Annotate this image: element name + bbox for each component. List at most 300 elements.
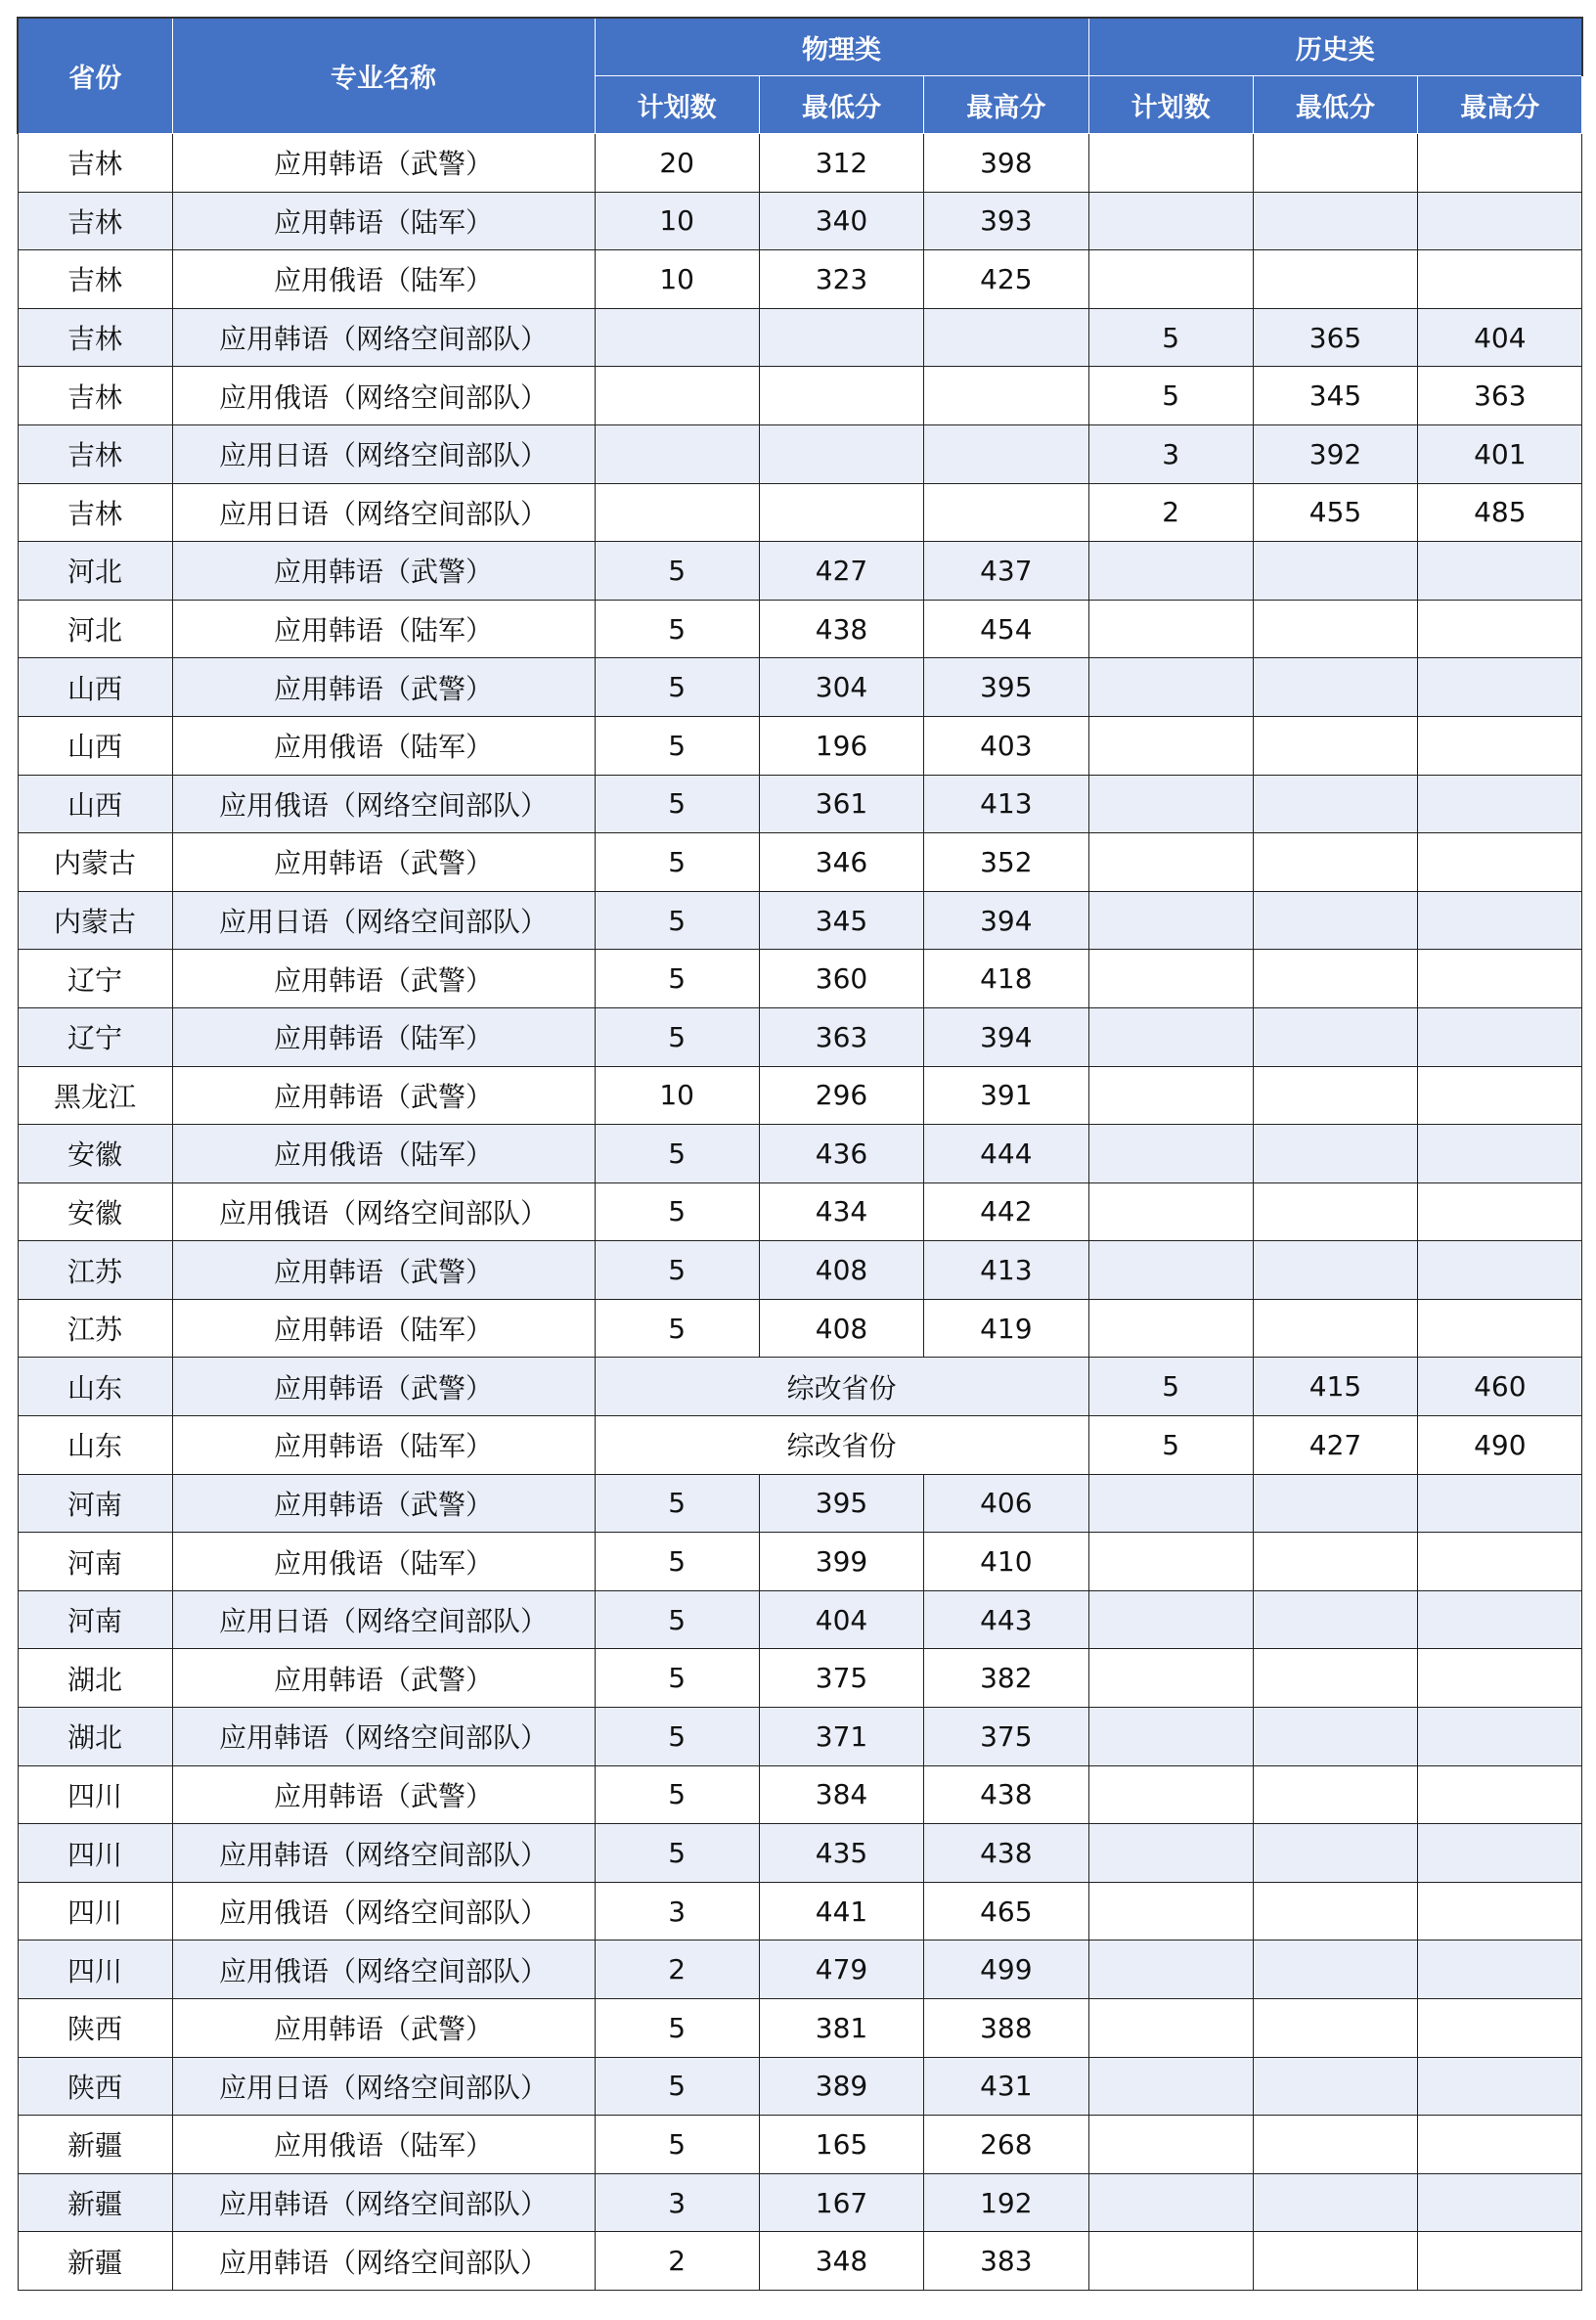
cell-physics-max: 443: [924, 1590, 1088, 1649]
table-row: [18, 1590, 1582, 1649]
cell-history-min: [1253, 1708, 1417, 1766]
cell-major: 应用韩语（武警）: [172, 658, 595, 717]
cell-history-max: [1418, 1824, 1582, 1883]
table-row: [18, 1358, 1582, 1416]
cell-major: 应用韩语（网络空间部队）: [172, 2232, 595, 2291]
cell-province: 四川: [18, 1765, 172, 1824]
cell-physics-min: [759, 424, 923, 483]
cell-history-min: [1253, 1125, 1417, 1183]
table-row: [18, 891, 1582, 950]
cell-physics-max: 438: [924, 1824, 1088, 1883]
cell-major: 应用俄语（网络空间部队）: [172, 1182, 595, 1241]
cell-physics-max: [924, 367, 1088, 425]
cell-history-plan: [1088, 134, 1253, 193]
cell-physics-min: 404: [759, 1590, 923, 1649]
cell-physics-min: 340: [759, 192, 923, 250]
cell-history-plan: 3: [1088, 424, 1253, 483]
cell-history-plan: [1088, 1708, 1253, 1766]
cell-physics-min: 361: [759, 775, 923, 833]
table-header: [18, 18, 1582, 134]
cell-history-plan: [1088, 1299, 1253, 1358]
cell-province: 安徽: [18, 1125, 172, 1183]
table-row: [18, 1941, 1582, 1999]
cell-physics-min: 323: [759, 250, 923, 309]
cell-physics-plan: 5: [595, 716, 759, 775]
cell-major: 应用韩语（武警）: [172, 1241, 595, 1300]
cell-province: 河南: [18, 1474, 172, 1533]
header-history-max: 最高分: [1418, 76, 1582, 134]
cell-physics-max: 413: [924, 1241, 1088, 1300]
cell-major: 应用俄语（陆军）: [172, 1125, 595, 1183]
cell-physics-plan: 5: [595, 1765, 759, 1824]
cell-history-max: 490: [1418, 1416, 1582, 1475]
cell-history-max: [1418, 1241, 1582, 1300]
cell-physics-plan: [595, 308, 759, 367]
cell-physics-max: 388: [924, 1999, 1088, 2058]
cell-physics-max: 395: [924, 658, 1088, 717]
cell-history-min: [1253, 1590, 1417, 1649]
table-row: [18, 1474, 1582, 1533]
cell-physics-max: 419: [924, 1299, 1088, 1358]
cell-major: 应用韩语（网络空间部队）: [172, 1708, 595, 1766]
cell-physics-min: 438: [759, 600, 923, 658]
cell-history-plan: [1088, 1765, 1253, 1824]
cell-physics-merged-note: 综改省份: [595, 1416, 1088, 1475]
cell-history-plan: [1088, 1182, 1253, 1241]
cell-physics-min: 312: [759, 134, 923, 193]
cell-history-plan: [1088, 1649, 1253, 1708]
admission-score-table-container: [17, 17, 1581, 2291]
cell-history-plan: [1088, 2057, 1253, 2116]
cell-major: 应用俄语（陆军）: [172, 716, 595, 775]
cell-province: 新疆: [18, 2232, 172, 2291]
cell-physics-plan: 5: [595, 600, 759, 658]
cell-history-plan: [1088, 1533, 1253, 1591]
table-row: [18, 1299, 1582, 1358]
cell-history-min: [1253, 600, 1417, 658]
cell-history-min: [1253, 775, 1417, 833]
cell-physics-min: 434: [759, 1182, 923, 1241]
cell-major: 应用韩语（网络空间部队）: [172, 308, 595, 367]
cell-physics-max: 406: [924, 1474, 1088, 1533]
header-province: 省份: [18, 18, 172, 134]
cell-physics-max: 425: [924, 250, 1088, 309]
cell-province: 山西: [18, 775, 172, 833]
cell-province: 吉林: [18, 134, 172, 193]
cell-history-plan: [1088, 1824, 1253, 1883]
cell-major: 应用俄语（陆军）: [172, 1533, 595, 1591]
table-row: [18, 192, 1582, 250]
cell-history-min: [1253, 2173, 1417, 2232]
cell-history-min: 427: [1253, 1416, 1417, 1475]
cell-physics-min: 196: [759, 716, 923, 775]
cell-history-plan: [1088, 1590, 1253, 1649]
cell-physics-max: 268: [924, 2116, 1088, 2174]
cell-province: 湖北: [18, 1649, 172, 1708]
cell-province: 四川: [18, 1941, 172, 1999]
cell-history-min: [1253, 1299, 1417, 1358]
cell-province: 四川: [18, 1824, 172, 1883]
table-row: [18, 658, 1582, 717]
cell-major: 应用俄语（陆军）: [172, 2116, 595, 2174]
cell-major: 应用韩语（武警）: [172, 1999, 595, 2058]
cell-province: 吉林: [18, 250, 172, 309]
cell-history-max: [1418, 2173, 1582, 2232]
cell-major: 应用俄语（网络空间部队）: [172, 775, 595, 833]
cell-physics-max: 403: [924, 716, 1088, 775]
cell-history-min: [1253, 1941, 1417, 1999]
cell-history-min: [1253, 1474, 1417, 1533]
cell-history-max: [1418, 1125, 1582, 1183]
table-row: [18, 367, 1582, 425]
cell-history-max: [1418, 192, 1582, 250]
cell-province: 辽宁: [18, 1007, 172, 1066]
cell-history-max: [1418, 2116, 1582, 2174]
cell-province: 山东: [18, 1358, 172, 1416]
cell-province: 河南: [18, 1533, 172, 1591]
cell-physics-min: 399: [759, 1533, 923, 1591]
cell-physics-plan: 5: [595, 1007, 759, 1066]
cell-history-min: [1253, 2116, 1417, 2174]
table-row: [18, 1999, 1582, 2058]
cell-province: 江苏: [18, 1299, 172, 1358]
cell-history-max: [1418, 1882, 1582, 1941]
cell-province: 山西: [18, 716, 172, 775]
cell-physics-max: 391: [924, 1066, 1088, 1125]
cell-history-plan: [1088, 542, 1253, 601]
cell-physics-min: 363: [759, 1007, 923, 1066]
cell-history-min: 455: [1253, 483, 1417, 542]
table-row: [18, 1007, 1582, 1066]
cell-physics-plan: 5: [595, 1533, 759, 1591]
cell-history-max: [1418, 1999, 1582, 2058]
cell-province: 吉林: [18, 367, 172, 425]
cell-physics-plan: 5: [595, 658, 759, 717]
table-row: [18, 600, 1582, 658]
cell-history-min: 365: [1253, 308, 1417, 367]
table-row: [18, 2057, 1582, 2116]
cell-province: 安徽: [18, 1182, 172, 1241]
cell-physics-min: 304: [759, 658, 923, 717]
cell-physics-max: 465: [924, 1882, 1088, 1941]
cell-history-plan: [1088, 192, 1253, 250]
cell-physics-max: 375: [924, 1708, 1088, 1766]
cell-physics-max: 438: [924, 1765, 1088, 1824]
cell-physics-min: 381: [759, 1999, 923, 2058]
cell-history-max: [1418, 600, 1582, 658]
cell-physics-min: 165: [759, 2116, 923, 2174]
cell-major: 应用韩语（陆军）: [172, 1416, 595, 1475]
cell-physics-plan: 3: [595, 2173, 759, 2232]
cell-province: 辽宁: [18, 950, 172, 1008]
cell-physics-plan: 5: [595, 1649, 759, 1708]
cell-province: 陕西: [18, 1999, 172, 2058]
cell-province: 新疆: [18, 2173, 172, 2232]
cell-physics-max: 394: [924, 1007, 1088, 1066]
cell-history-plan: [1088, 2116, 1253, 2174]
cell-physics-max: 383: [924, 2232, 1088, 2291]
cell-major: 应用日语（网络空间部队）: [172, 483, 595, 542]
cell-province: 吉林: [18, 192, 172, 250]
cell-major: 应用韩语（武警）: [172, 542, 595, 601]
cell-physics-min: 389: [759, 2057, 923, 2116]
cell-physics-min: [759, 367, 923, 425]
cell-history-max: 485: [1418, 483, 1582, 542]
cell-province: 黑龙江: [18, 1066, 172, 1125]
cell-physics-plan: [595, 424, 759, 483]
cell-history-min: [1253, 1182, 1417, 1241]
cell-history-max: [1418, 833, 1582, 892]
cell-history-max: [1418, 1007, 1582, 1066]
cell-history-max: 363: [1418, 367, 1582, 425]
cell-history-max: 460: [1418, 1358, 1582, 1416]
cell-history-min: [1253, 542, 1417, 601]
cell-physics-plan: 5: [595, 1708, 759, 1766]
cell-physics-max: 410: [924, 1533, 1088, 1591]
cell-history-max: [1418, 250, 1582, 309]
cell-physics-plan: 5: [595, 2116, 759, 2174]
cell-history-min: [1253, 1533, 1417, 1591]
table-row: [18, 1765, 1582, 1824]
cell-history-max: [1418, 542, 1582, 601]
cell-history-plan: 5: [1088, 367, 1253, 425]
cell-physics-min: 408: [759, 1241, 923, 1300]
cell-history-min: [1253, 250, 1417, 309]
cell-history-max: 404: [1418, 308, 1582, 367]
cell-history-max: [1418, 1708, 1582, 1766]
table-row: [18, 2116, 1582, 2174]
table-row: [18, 1533, 1582, 1591]
cell-major: 应用俄语（陆军）: [172, 250, 595, 309]
cell-history-max: [1418, 2232, 1582, 2291]
cell-history-plan: [1088, 658, 1253, 717]
cell-major: 应用俄语（网络空间部队）: [172, 1941, 595, 1999]
cell-physics-min: 360: [759, 950, 923, 1008]
table-row: [18, 2173, 1582, 2232]
table-row: [18, 833, 1582, 892]
admission-score-table: [17, 17, 1583, 2291]
cell-physics-plan: [595, 483, 759, 542]
cell-major: 应用日语（网络空间部队）: [172, 424, 595, 483]
cell-physics-min: 408: [759, 1299, 923, 1358]
cell-history-max: [1418, 1299, 1582, 1358]
cell-history-plan: 5: [1088, 1358, 1253, 1416]
cell-physics-min: 427: [759, 542, 923, 601]
cell-physics-min: 346: [759, 833, 923, 892]
cell-province: 内蒙古: [18, 833, 172, 892]
header-history-min: 最低分: [1253, 76, 1417, 134]
cell-history-plan: [1088, 1066, 1253, 1125]
header-physics-min: 最低分: [759, 76, 923, 134]
cell-physics-plan: 20: [595, 134, 759, 193]
cell-major: 应用韩语（陆军）: [172, 192, 595, 250]
table-row: [18, 1416, 1582, 1475]
cell-major: 应用韩语（陆军）: [172, 1007, 595, 1066]
cell-physics-max: 382: [924, 1649, 1088, 1708]
cell-history-max: 401: [1418, 424, 1582, 483]
cell-physics-min: [759, 483, 923, 542]
cell-history-min: [1253, 1007, 1417, 1066]
cell-history-max: [1418, 1590, 1582, 1649]
cell-history-min: 392: [1253, 424, 1417, 483]
cell-physics-plan: 2: [595, 2232, 759, 2291]
cell-province: 内蒙古: [18, 891, 172, 950]
cell-history-min: [1253, 1824, 1417, 1883]
cell-history-min: [1253, 1765, 1417, 1824]
table-row: [18, 308, 1582, 367]
cell-province: 湖北: [18, 1708, 172, 1766]
cell-province: 吉林: [18, 424, 172, 483]
cell-physics-min: 479: [759, 1941, 923, 1999]
cell-physics-max: 413: [924, 775, 1088, 833]
table-row: [18, 1066, 1582, 1125]
cell-physics-plan: 5: [595, 1182, 759, 1241]
cell-physics-max: 398: [924, 134, 1088, 193]
cell-major: 应用韩语（武警）: [172, 1066, 595, 1125]
cell-major: 应用韩语（武警）: [172, 833, 595, 892]
cell-physics-plan: 2: [595, 1941, 759, 1999]
cell-major: 应用韩语（网络空间部队）: [172, 1824, 595, 1883]
cell-history-min: [1253, 716, 1417, 775]
header-physics-plan: 计划数: [595, 76, 759, 134]
table-row: [18, 1882, 1582, 1941]
cell-major: 应用日语（网络空间部队）: [172, 1590, 595, 1649]
cell-history-plan: [1088, 1241, 1253, 1300]
cell-history-max: [1418, 1765, 1582, 1824]
cell-major: 应用韩语（武警）: [172, 1649, 595, 1708]
cell-physics-plan: 5: [595, 1299, 759, 1358]
cell-province: 吉林: [18, 308, 172, 367]
cell-history-max: [1418, 134, 1582, 193]
cell-physics-max: 394: [924, 891, 1088, 950]
cell-physics-min: 436: [759, 1125, 923, 1183]
cell-history-max: [1418, 1182, 1582, 1241]
cell-physics-plan: 5: [595, 891, 759, 950]
cell-major: 应用俄语（网络空间部队）: [172, 367, 595, 425]
header-physics-group: 物理类: [595, 18, 1088, 76]
cell-history-max: [1418, 775, 1582, 833]
cell-physics-plan: 10: [595, 250, 759, 309]
cell-history-plan: [1088, 1999, 1253, 2058]
cell-history-plan: [1088, 775, 1253, 833]
cell-province: 江苏: [18, 1241, 172, 1300]
cell-physics-max: 442: [924, 1182, 1088, 1241]
cell-history-plan: [1088, 891, 1253, 950]
cell-history-min: [1253, 1241, 1417, 1300]
cell-physics-min: [759, 308, 923, 367]
cell-physics-plan: 5: [595, 542, 759, 601]
cell-major: 应用韩语（网络空间部队）: [172, 2173, 595, 2232]
cell-major: 应用俄语（网络空间部队）: [172, 1882, 595, 1941]
cell-physics-min: 375: [759, 1649, 923, 1708]
cell-physics-plan: 5: [595, 1590, 759, 1649]
cell-physics-plan: 5: [595, 950, 759, 1008]
table-row: [18, 2232, 1582, 2291]
cell-physics-max: 437: [924, 542, 1088, 601]
cell-history-plan: 5: [1088, 1416, 1253, 1475]
table-row: [18, 1708, 1582, 1766]
cell-province: 吉林: [18, 483, 172, 542]
cell-physics-max: 499: [924, 1941, 1088, 1999]
cell-history-min: [1253, 950, 1417, 1008]
cell-history-max: [1418, 2057, 1582, 2116]
cell-physics-plan: 5: [595, 1241, 759, 1300]
cell-history-plan: [1088, 716, 1253, 775]
cell-physics-min: 384: [759, 1765, 923, 1824]
table-row: [18, 1824, 1582, 1883]
cell-physics-max: 454: [924, 600, 1088, 658]
cell-physics-min: 348: [759, 2232, 923, 2291]
cell-history-plan: [1088, 1941, 1253, 1999]
cell-physics-min: 167: [759, 2173, 923, 2232]
cell-history-plan: [1088, 600, 1253, 658]
header-history-plan: 计划数: [1088, 76, 1253, 134]
cell-history-min: [1253, 192, 1417, 250]
table-row: [18, 424, 1582, 483]
cell-history-plan: [1088, 1125, 1253, 1183]
cell-history-plan: [1088, 2173, 1253, 2232]
cell-physics-max: 393: [924, 192, 1088, 250]
cell-province: 河南: [18, 1590, 172, 1649]
cell-physics-merged-note: 综改省份: [595, 1358, 1088, 1416]
cell-physics-plan: 5: [595, 1125, 759, 1183]
cell-major: 应用韩语（陆军）: [172, 600, 595, 658]
cell-history-min: [1253, 833, 1417, 892]
table-row: [18, 134, 1582, 193]
cell-history-max: [1418, 1533, 1582, 1591]
cell-physics-max: 418: [924, 950, 1088, 1008]
cell-physics-min: 371: [759, 1708, 923, 1766]
table-row: [18, 950, 1582, 1008]
cell-physics-max: 352: [924, 833, 1088, 892]
cell-physics-max: [924, 483, 1088, 542]
cell-physics-min: 296: [759, 1066, 923, 1125]
cell-history-min: 345: [1253, 367, 1417, 425]
table-row: [18, 775, 1582, 833]
cell-physics-plan: 5: [595, 775, 759, 833]
cell-province: 山东: [18, 1416, 172, 1475]
table-row: [18, 1241, 1582, 1300]
cell-major: 应用韩语（武警）: [172, 1765, 595, 1824]
cell-history-max: [1418, 716, 1582, 775]
cell-major: 应用韩语（陆军）: [172, 1299, 595, 1358]
header-major: 专业名称: [172, 18, 595, 134]
table-body: [18, 134, 1582, 2291]
cell-history-min: [1253, 658, 1417, 717]
cell-physics-max: 431: [924, 2057, 1088, 2116]
cell-major: 应用日语（网络空间部队）: [172, 891, 595, 950]
cell-history-plan: [1088, 1474, 1253, 1533]
cell-history-plan: [1088, 2232, 1253, 2291]
cell-physics-plan: [595, 367, 759, 425]
cell-history-plan: [1088, 950, 1253, 1008]
cell-history-plan: [1088, 250, 1253, 309]
cell-history-plan: 5: [1088, 308, 1253, 367]
cell-major: 应用韩语（武警）: [172, 950, 595, 1008]
cell-physics-plan: 5: [595, 1474, 759, 1533]
cell-history-min: [1253, 134, 1417, 193]
cell-physics-plan: 5: [595, 833, 759, 892]
cell-province: 河北: [18, 542, 172, 601]
header-physics-max: 最高分: [924, 76, 1088, 134]
table-row: [18, 250, 1582, 309]
table-row: [18, 1125, 1582, 1183]
table-row: [18, 1182, 1582, 1241]
cell-physics-max: 192: [924, 2173, 1088, 2232]
cell-history-min: [1253, 1649, 1417, 1708]
cell-history-max: [1418, 1066, 1582, 1125]
cell-physics-max: [924, 424, 1088, 483]
